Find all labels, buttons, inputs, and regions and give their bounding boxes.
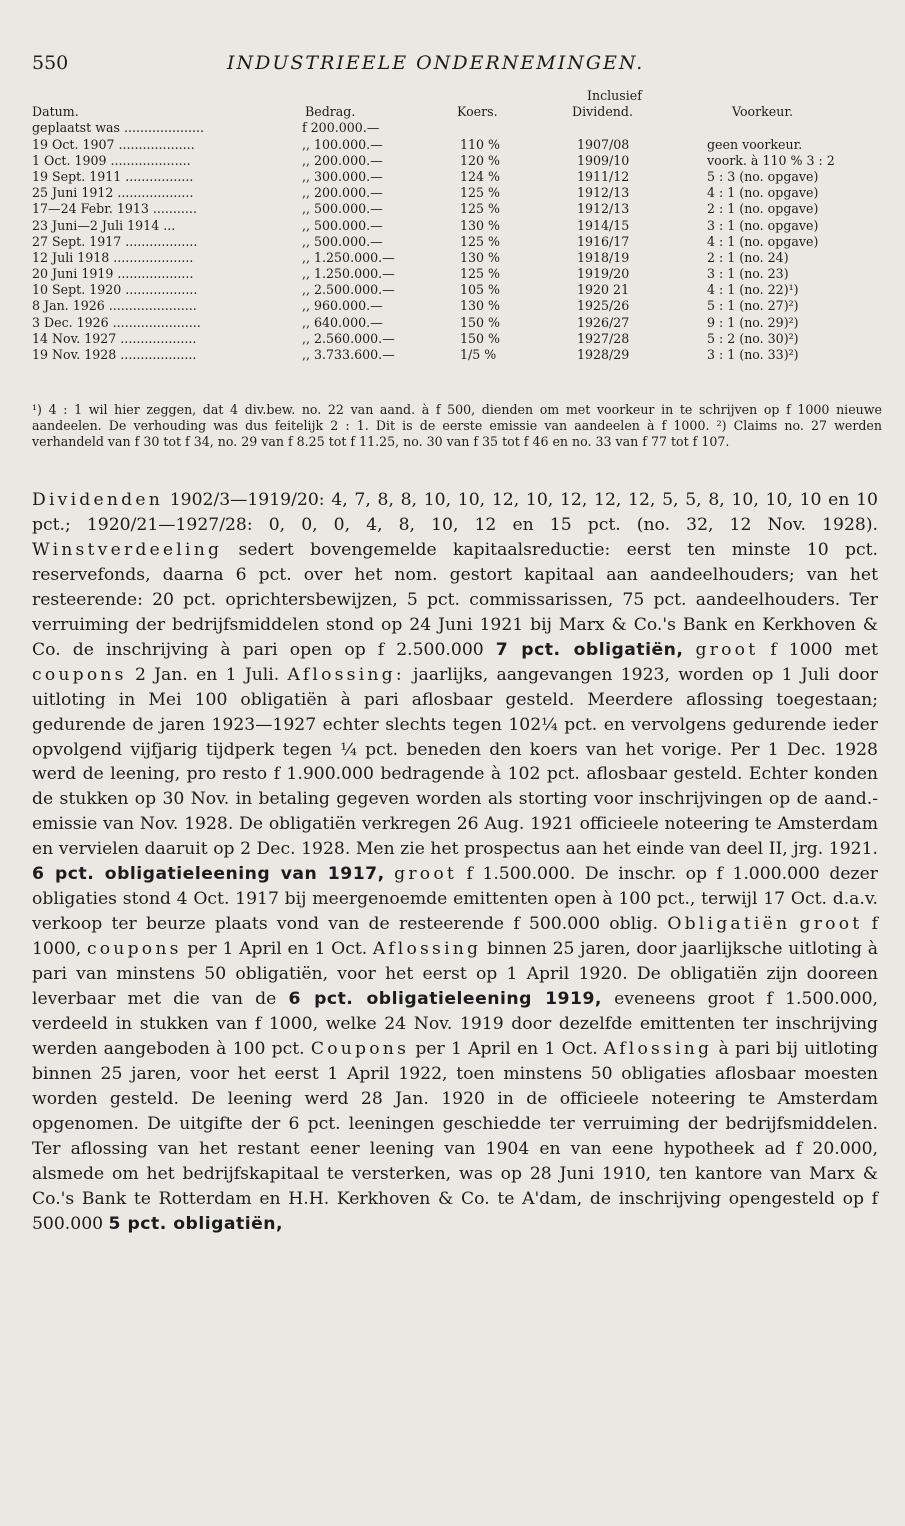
dividend-table [32, 88, 882, 363]
label-coupons: coupons [32, 664, 127, 685]
table-cell-bedrag: ,, 2.560.000.— [302, 330, 395, 346]
table-cell-voorkeur: geen voorkeur. [707, 136, 803, 152]
body-text [32, 488, 878, 1237]
table-row [32, 218, 882, 234]
table-cell-voorkeur: 9 : 1 (no. 29)²) [707, 314, 799, 330]
table-row [32, 250, 882, 266]
table-cell-bedrag: f 200.000.— [302, 120, 380, 136]
label-aflossing: Aflossing: [287, 664, 405, 685]
label-groot: groot [394, 864, 457, 885]
table-row [32, 120, 882, 136]
table-cell-koers: 125 % [460, 201, 501, 217]
column-header-dividend: Dividend. [572, 104, 633, 120]
text-1917-loan: f 1.500.000. De inschr. op f 1.000.000 dezer obligaties stond 4 Oct. 1917 bij meergenoemde emittenten open à 100 pct., terwijl 17 Oct. d.a.v. verkoop ter beurze plaats vond van de resteerende f 500.000 oblig. [32, 864, 878, 935]
table-cell-datum: 20 Juni 1919 ................... [32, 266, 194, 282]
table-cell-dividend: 1928/29 [577, 347, 630, 362]
table-row [32, 201, 882, 217]
heading-7pct-obligatien: 7 pct. obligatiën, [495, 639, 684, 660]
running-title: INDUSTRIEELE ONDERNEMINGEN. [227, 52, 645, 74]
table-cell-voorkeur: 3 : 1 (no. 23) [707, 266, 789, 282]
page-header [32, 52, 877, 82]
table-cell-koers: 124 % [460, 168, 501, 184]
table-cell-datum: geplaatst was .................... [32, 120, 205, 136]
table-cell-dividend: 1920 21 [577, 282, 630, 298]
table-cell-voorkeur: voork. à 110 % 3 : 2 [707, 152, 835, 168]
table-row [32, 234, 882, 250]
column-header-datum: Datum. [32, 104, 79, 120]
table-cell-datum: 10 Sept. 1920 .................. [32, 282, 198, 298]
text-coupon-dates: per 1 April en 1 Oct. [409, 1038, 604, 1059]
table-cell-dividend: 1907/08 [577, 136, 630, 152]
footnote-text: ¹) 4 : 1 wil hier zeggen, dat 4 div.bew. no. 22 van aand. à f 500, dienden om met voorkeur in te schrijven op f 1000 nieuwe aandeelen. De verhouding was dus feitelijk 2 : 1. Dit is de eerste emissie van aandeelen à f 1000. ²) Claims no. 27 werden verhandeld van f 30 tot f 34, no. 29 van f 8.25 tot f 11.25, no. 30 van f 35 tot f 46 en no. 33 van f 77 tot f 107. [32, 402, 882, 450]
table-cell-koers: 125 % [460, 185, 501, 201]
label-dividenden: Dividenden [32, 490, 163, 510]
text-coupon-dates: 2 Jan. en 1 Juli. [126, 664, 288, 685]
header-inclusief: Inclusief [587, 88, 642, 103]
text-profit-distribution: sedert bovengemelde kapitaalsreductie: eerst ten minste 10 pct. reservefonds, daarna 6 pct. over het nom. gestort kapitaal aan aandeelhouders; van het resteerende: 20 pct. oprichtersbewijzen, 5 pct. commissarissen, 75 pct. aandeelhouders. Ter verruiming der bedrijfsmiddelen stond op 24 Juni 1921 bij Marx & Co.'s Bank en Kerkhoven & Co. de inschrijving à pari open op f 2.500.000 [32, 539, 878, 660]
table-cell-koers: 130 % [460, 298, 501, 314]
table-row [32, 137, 882, 153]
table-cell-bedrag: ,, 200.000.— [302, 185, 383, 201]
table-cell-koers: 150 % [460, 314, 501, 330]
table-cell-dividend: 1912/13 [577, 185, 630, 201]
text-redemption: à pari bij uitloting binnen 25 jaren, voor het eerst 1 April 1922, toen minstens 50 obligaties aflosbaar moesten worden gesteld. De leening werd 28 Jan. 1920 in de officieele noteering te Amsterdam opgenomen. De uitgifte der 6 pct. leeningen geschiedde ter verruiming der bedrijfsmiddelen. Ter aflossing van het restant eener leening van 1904 en van eene hypotheek ad f 20.000, alsmede om het bedrijfskapitaal te versterken, was op 28 Juni 1910, ten kantore van Marx & Co.'s Bank te Rotterdam en H.H. Kerkhoven & Co. te A'dam, de inschrijving opengesteld op f 500.000 [32, 1038, 878, 1234]
table-cell-datum: 1 Oct. 1909 .................... [32, 152, 191, 168]
table-cell-voorkeur: 3 : 1 (no. opgave) [707, 217, 819, 233]
table-cell-koers: 130 % [460, 217, 501, 233]
table-cell-bedrag: ,, 3.733.600.— [302, 347, 395, 362]
table-cell-voorkeur: 5 : 3 (no. opgave) [707, 168, 819, 184]
table-cell-bedrag: ,, 200.000.— [302, 152, 383, 168]
table-cell-bedrag: ,, 1.250.000.— [302, 249, 395, 265]
table-cell-koers: 125 % [460, 266, 501, 282]
heading-6pct-1917: 6 pct. obligatieleening van 1917, [32, 864, 385, 885]
table-row [32, 153, 882, 169]
table-cell-voorkeur: 3 : 1 (no. 33)²) [707, 347, 799, 362]
table-cell-datum: 19 Nov. 1928 ................... [32, 347, 197, 362]
table-cell-voorkeur: 5 : 1 (no. 27)²) [707, 298, 799, 314]
table-cell-bedrag: ,, 2.500.000.— [302, 282, 395, 298]
table-cell-bedrag: ,, 960.000.— [302, 298, 383, 314]
text-denomination: f 1000, [32, 914, 878, 960]
table-header-row [32, 104, 882, 120]
table-cell-koers: 125 % [460, 233, 501, 249]
table-cell-bedrag: ,, 500.000.— [302, 233, 383, 249]
table-cell-dividend: 1926/27 [577, 314, 630, 330]
label-groot: groot [799, 914, 863, 935]
table-cell-dividend: 1925/26 [577, 298, 630, 314]
column-header-koers: Koers. [457, 104, 498, 120]
table-cell-dividend: 1911/12 [577, 168, 630, 184]
table-cell-voorkeur: 4 : 1 (no. 22)¹) [707, 282, 799, 298]
table-cell-datum: 14 Nov. 1927 ................... [32, 330, 197, 346]
table-row [32, 185, 882, 201]
table-cell-dividend: 1916/17 [577, 233, 630, 249]
table-cell-datum: 12 Juli 1918 .................... [32, 249, 194, 265]
table-row [32, 315, 882, 331]
text-redemption: binnen 25 jaren, door jaarlijksche uitloting à pari van minstens 50 obligatiën, voor het eerst op 1 April 1920. De obligatiën zijn dooreen leverbaar met die van de [32, 939, 878, 1010]
label-aflossing: Aflossing [603, 1038, 713, 1059]
label-coupons: Coupons [310, 1038, 410, 1059]
label-winstverdeeling: Winstverdeeling [32, 539, 223, 560]
table-cell-voorkeur: 5 : 2 (no. 30)²) [707, 330, 799, 346]
table-cell-datum: 23 Juni—2 Juli 1914 ... [32, 217, 176, 233]
table-cell-datum: 8 Jan. 1926 ...................... [32, 298, 197, 314]
table-row [32, 282, 882, 298]
table-cell-bedrag: ,, 1.250.000.— [302, 266, 395, 282]
column-header-voorkeur: Voorkeur. [732, 104, 793, 120]
heading-6pct-1919: 6 pct. obligatieleening 1919, [288, 989, 602, 1010]
table-cell-dividend: 1909/10 [577, 152, 630, 168]
table-cell-voorkeur: 2 : 1 (no. 24) [707, 249, 789, 265]
table-cell-datum: 3 Dec. 1926 ...................... [32, 314, 201, 330]
table-row [32, 298, 882, 314]
table-row [32, 266, 882, 282]
text-dividends: 1902/3—1919/20: 4, 7, 8, 8, 10, 10, 12, 10, 12, 12, 12, 5, 5, 8, 10, 10, 10 en 10 pct.; 1920/21—1927/28: 0, 0, 0, 4, 8, 10, 12 en 15 pct. (no. 32, 12 Nov. 1928). [32, 490, 878, 535]
text-coupon-dates: per 1 April en 1 Oct. [181, 939, 373, 960]
page-number: 550 [32, 52, 69, 74]
label-groot: groot [695, 639, 759, 660]
table-cell-dividend: 1918/19 [577, 249, 630, 265]
text-gap [385, 864, 395, 884]
table-cell-bedrag: ,, 500.000.— [302, 217, 383, 233]
column-header-bedrag: Bedrag. [305, 104, 356, 120]
table-cell-koers: 150 % [460, 330, 501, 346]
table-cell-koers: 105 % [460, 282, 501, 298]
table-cell-bedrag: ,, 100.000.— [302, 136, 383, 152]
table-cell-dividend: 1919/20 [577, 266, 630, 282]
label-coupons: coupons [86, 939, 182, 960]
text-1919-loan: eveneens groot f 1.500.000, verdeeld in stukken van f 1000, welke 24 Nov. 1919 door dezelfde emittenten ter inschrijving werden aangeboden à 100 pct. [32, 989, 879, 1059]
table-cell-datum: 19 Oct. 1907 ................... [32, 136, 195, 152]
table-cell-datum: 25 Juni 1912 ................... [32, 185, 194, 201]
table-body [32, 120, 882, 363]
text-denomination: f 1000 met [758, 639, 878, 660]
table-cell-dividend: 1927/28 [577, 330, 630, 346]
text-gap [683, 640, 695, 660]
body-paragraph [32, 488, 878, 1237]
table-cell-koers: 1/5 % [460, 347, 497, 362]
table-cell-voorkeur: 4 : 1 (no. opgave) [707, 185, 819, 201]
table-cell-bedrag: ,, 640.000.— [302, 314, 383, 330]
table-row [32, 331, 882, 347]
table-header-top [32, 88, 882, 104]
label-obligatien: Obligatiën [667, 914, 791, 935]
table-cell-bedrag: ,, 500.000.— [302, 201, 383, 217]
table-cell-datum: 19 Sept. 1911 ................. [32, 168, 194, 184]
table-cell-voorkeur: 4 : 1 (no. opgave) [707, 233, 819, 249]
footnote [32, 402, 882, 451]
table-row [32, 169, 882, 185]
table-cell-dividend: 1914/15 [577, 217, 630, 233]
text-redemption: jaarlijks, aangevangen 1923, worden op 1 Juli door uitloting in Mei 100 obligatiën à pari aflosbaar gesteld. Meerdere aflossing toegestaan; gedurende de jaren 1923—1927 echter slechts tegen 102¼ pct. en vervolgens gedurende ieder opvolgend vijfjarig tijdperk tegen ¼ pct. beneden den koers van het vorige. Per 1 Dec. 1928 werd de leening, pro resto f 1.900.000 bedragende à 102 pct. aflosbaar gesteld. Echter konden de stukken op 30 Nov. in betaling gegeven worden als storting voor inschrijvingen op de aand.-emissie van Nov. 1928. De obligatiën verkregen 26 Aug. 1921 officieele noteering te Amsterdam en vervielen daaruit op 2 Dec. 1928. Men zie het prospectus aan het einde van deel II, jrg. 1921. [32, 664, 878, 860]
table-cell-voorkeur: 2 : 1 (no. opgave) [707, 201, 819, 217]
table-cell-bedrag: ,, 300.000.— [302, 168, 383, 184]
text-gap [790, 914, 799, 934]
table-cell-dividend: 1912/13 [577, 201, 630, 217]
table-cell-koers: 130 % [460, 249, 501, 265]
table-cell-koers: 110 % [460, 136, 501, 152]
table-cell-koers: 120 % [460, 152, 501, 168]
label-aflossing: Aflossing [372, 939, 482, 960]
table-row [32, 347, 882, 363]
heading-5pct-obligatien: 5 pct. obligatiën, [108, 1213, 284, 1234]
table-cell-datum: 27 Sept. 1917 .................. [32, 233, 198, 249]
table-cell-datum: 17—24 Febr. 1913 ........... [32, 201, 197, 217]
